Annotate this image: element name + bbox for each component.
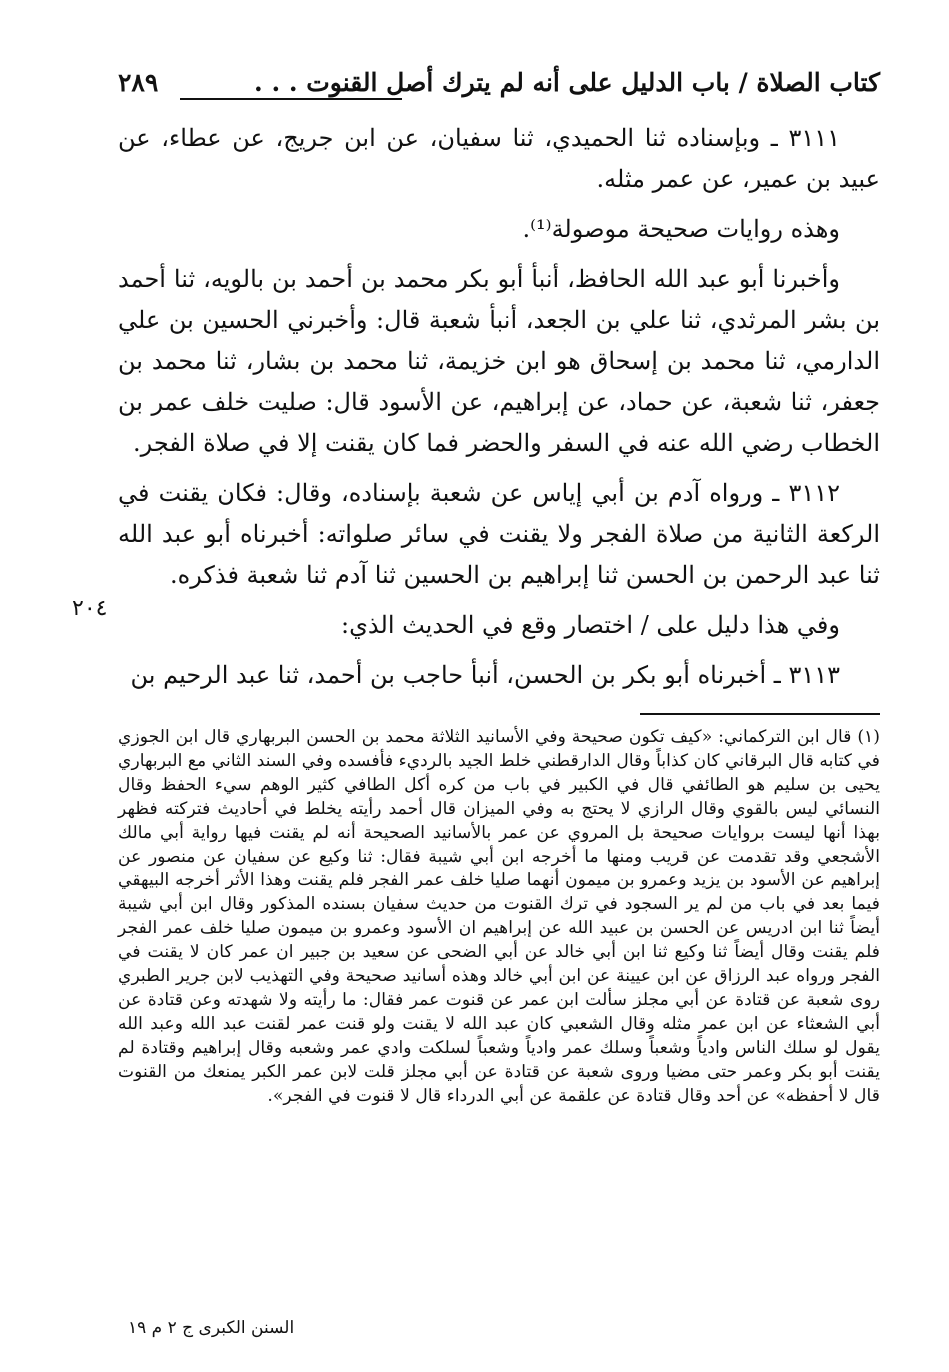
paragraph-evidence: وفي هذا دليل على / اختصار وقع في الحديث الذي: — [341, 611, 840, 639]
footnotes — [118, 726, 880, 1109]
running-header — [118, 68, 880, 108]
paragraph-3113: ٣١١٣ ـ أخبرناه أبو بكر بن الحسن، أنبأ حاجب بن أحمد، ثنا عبد الرحيم بن — [130, 661, 840, 689]
paragraph-isnad: وأخبرنا أبو عبد الله الحافظ، أنبأ أبو بكر محمد بن أحمد بن بالويه، ثنا أحمد بن بشر المرثدي، ثنا علي بن الجعد، أنبأ شعبة قال: وأخبرني الحسين بن علي الدارمي، ثنا محمد بن إسحاق هو ابن خزيمة، ثنا محمد بن بشار، ثنا محمد بن جعفر، ثنا شعبة، عن حماد، عن إبراهيم، عن الأسود قال: صليت خلف عمر بن الخطاب رضي الله عنه في السفر والحضر فما كان يقنت إلا في صلاة الفجر. — [118, 265, 881, 457]
paragraph-authenticity-note: وهذه روايات صحيحة موصولة⁽¹⁾. — [522, 215, 840, 243]
signature-mark: السنن الكبرى ج ٢ م ١٩ — [128, 1318, 295, 1338]
footnote-rule — [640, 713, 880, 715]
margin-page-number: ٢٠٤ — [72, 596, 108, 621]
footnote-1: (١) قال ابن التركماني: «كيف تكون صحيحة وفي الأسانيد الثلاثة محمد بن الحسن البربهاري قال ابن الجوزي في كتابه قال البرقاني كان كذاباً وقال الدارقطني خلط الجيد بالرديء فأفسده وفي السند الثاني مع البربهاري يحيى بن سليم هو الطائفي قال في الكبير في باب من كره أكل الطافي كثير الوهم سيء الحفظ وقال النسائي ليس بالقوي وقال الرازي لا يحتج به وفي الميزان قال أحمد رأيته يخلط في أحاديث فتركته فظهر بهذا أنها ليست بروايات صحيحة بل المروي عن عمر بالأسانيد الصحيحة أنه لم يقنت فيها رواية أبي مالك الأشجعي وقد تقدمت عن قريب ومنها ما أخرجه ابن أبي شيبة فقال: ثنا وكيع عن سفيان عن منصور عن إبراهيم عن الأسود بن يزيد وعمرو بن ميمون أنهما صليا خلف عمر الفجر فلم يقنت وهذا الأثر أخرجه البيهقي فيما بعد في باب من لم ير السجود في ترك القنوت من حديث سفيان بسنده المذكور وقال ابن أبي شيبة أيضاً ثنا ابن ادريس عن الحسن بن عبيد الله عن إبراهيم ان الأسود وعمرو بن ميمون صليا خلف عمر الفجر فلم يقنت وقال أيضاً ثنا وكيع ثنا ابن أبي خالد عن أبي الضحى عن سعيد بن جبير ان عمر كان لا يقنت في الفجر ورواه عبد الرزاق عن ابن عيينة عن ابن أبي خالد وهذه أسانيد صحيحة وفي التهذيب لابن جرير الطبري روى شعبة عن قتادة عن أبي مجلز سألت ابن عمر عن قنوت عمر فقال: ما رأيته ولا شهدته وعن قتادة عن أبي الشعثاء عن ابن عمر مثله وقال الشعبي كان عبد الله لا يقنت ولو قنت عمر لقنت عبد الله وعبد الله يقول لو سلك الناس وادياً وشعباً وسلك عمر وادياً وشعباً لسلكت وادي عمر وشعبه وقال إبراهيم وقتادة لم يقنت أبو بكر وعمر حتى مضيا وروى شعبة عن قتادة عن أبي مجلز قلت لابن عمر الكبر يمنعك من القنوت قال لا أحفظه» عن أحد وقال قتادة عن علقمة عن أبي الدرداء قال لا قنوت في الفجر». — [118, 727, 880, 1106]
header-rule — [180, 98, 402, 100]
paragraph-3112: ٣١١٢ ـ ورواه آدم بن أبي إياس عن شعبة بإسناده، وقال: فكان يقنت في الركعة الثانية من صلاة الفجر ولا يقنت في سائر صلواته: أخبرناه أبو عبد الله ثنا عبد الرحمن بن الحسن ثنا إبراهيم بن الحسين ثنا آدم ثنا شعبة فذكره. — [118, 479, 880, 589]
page-number: ٢٨٩ — [118, 68, 159, 97]
paragraph-3111: ٣١١١ ـ وبإسناده ثنا الحميدي، ثنا سفيان، عن ابن جريج، عن عطاء، عن عبيد بن عمير، عن عمر مثله. — [118, 124, 880, 193]
header-title: كتاب الصلاة / باب الدليل على أنه لم يترك أصل القنوت . . . — [254, 68, 880, 97]
main-text — [118, 118, 880, 705]
